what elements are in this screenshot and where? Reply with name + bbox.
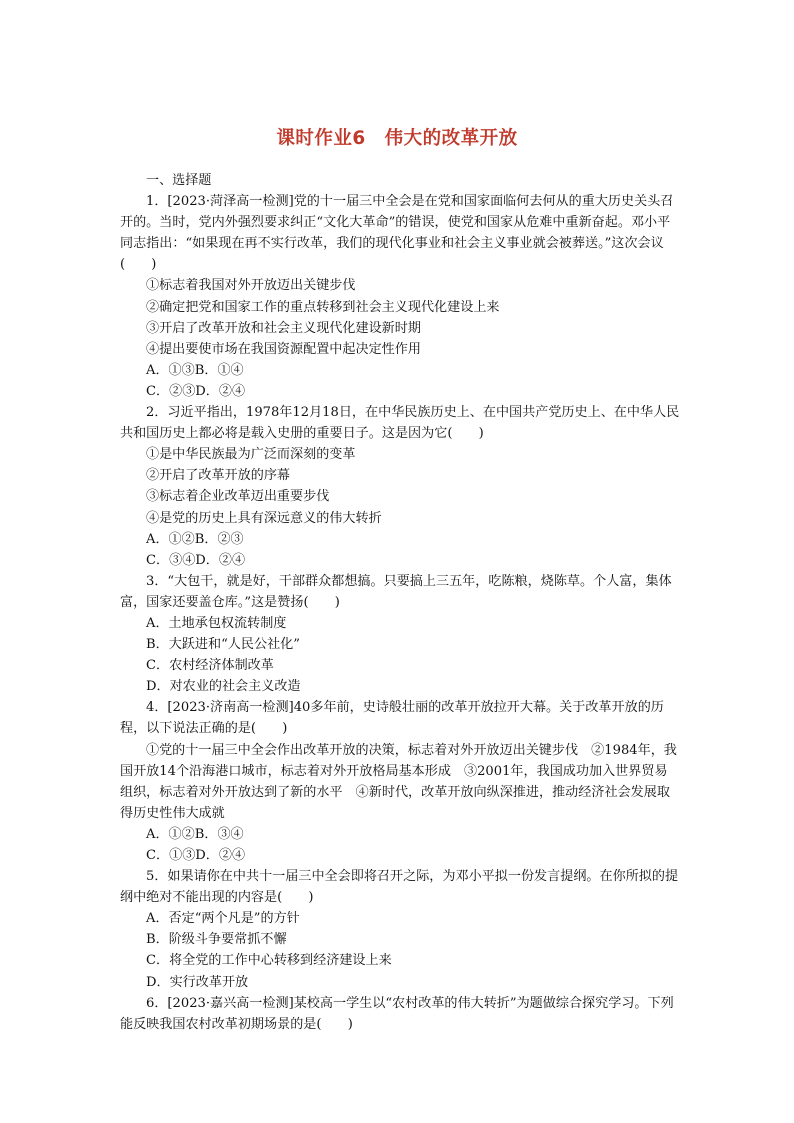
answer-option: A．①②B．②③: [146, 531, 244, 547]
answer-option: D．实行改革开放: [146, 974, 249, 990]
answer-option: C．③④D．②④: [146, 552, 246, 568]
statement-item: ②开启了改革开放的序幕: [146, 468, 291, 484]
answer-option: C．农村经济体制改革: [146, 658, 274, 674]
answer-option: B．大跃进和“人民公社化”: [146, 637, 300, 653]
statement-item: ①是中华民族最为广泛而深刻的变革: [146, 447, 356, 463]
question-content: [120, 170, 680, 1035]
answer-option: B．阶级斗争要常抓不懈: [146, 932, 287, 948]
question-stem: 4．[2023·济南高一检测]40多年前，史诗般壮丽的改革开放拉开大幕。关于改革开放的历程，以下说法正确的是( ): [120, 700, 664, 737]
statement-item: ④是党的历史上具有深远意义的伟大转折: [146, 510, 382, 526]
question-stem: 2．习近平指出，1978年12月18日，在中华民族历史上、在中国共产党历史上、在中华人民共和国历史上都必将是载入史册的重要日子。这是因为它( ): [120, 405, 680, 442]
statement-item: ②确定把党和国家工作的重点转移到社会主义现代化建设上来: [146, 299, 500, 315]
page-title: 课时作业6 伟大的改革开放: [276, 128, 518, 149]
answer-option: A．否定“两个凡是”的方针: [146, 911, 300, 927]
answer-option: D．对农业的社会主义改造: [146, 679, 301, 695]
statement-item: ③标志着企业改革迈出重要步伐: [146, 489, 330, 505]
answer-option: C．②③D．②④: [146, 383, 246, 399]
question-stem: 3．“大包干，就是好，干部群众都想搞。只要搞上三五年，吃陈粮，烧陈草。个人富，集体富，国家还要盖仓库。”这是赞扬( ): [120, 573, 672, 610]
statement-item: ③开启了改革开放和社会主义现代化建设新时期: [146, 320, 421, 336]
question-stem: 1．[2023·菏泽高一检测]党的十一届三中全会是在党和国家面临何去何从的重大历史关头召开的。当时，党内外强烈要求纠正“文化大革命”的错误，使党和国家从危难中重新奋起。邓小平同志指出：“如果现在再不实行改革，我们的现代化事业和社会主义事业就会被葬送。”这次会议( ): [120, 194, 674, 273]
statement-item: ④提出要使市场在我国资源配置中起决定性作用: [146, 341, 421, 357]
statement-item: ①党的十一届三中全会作出改革开放的决策，标志着对外开放迈出关键步伐 ②1984年，我国开放14个沿海港口城市，标志着对外开放格局基本形成 ③2001年，我国成功加入世界贸易组织，标志着对外开放达到了新的水平 ④新时代，改革开放向纵深推进，推动经济社会发展取得历史性伟大成就: [120, 742, 677, 821]
answer-option: C．①③D．②④: [146, 848, 246, 863]
question-stem: 5．如果请你在中共十一届三中全会即将召开之际，为邓小平拟一份发言提纲。在你所拟的提纲中绝对不能出现的内容是( ): [120, 869, 679, 906]
answer-option: C．将全党的工作中心转移到经济建设上来: [146, 953, 392, 969]
answer-option: A．土地承包权流转制度: [146, 615, 287, 631]
answer-option: A．①③B．①④: [146, 362, 244, 378]
section-heading: 一、选择题: [146, 173, 212, 188]
question-stem: 6．[2023·嘉兴高一检测]某校高一学生以“农村改革的伟大转折”为题做综合探究学习。下列能反映我国农村改革初期场景的是( ): [120, 995, 674, 1032]
answer-option: A．①②B．③④: [146, 826, 244, 842]
statement-item: ①标志着我国对外开放迈出关键步伐: [146, 278, 356, 294]
